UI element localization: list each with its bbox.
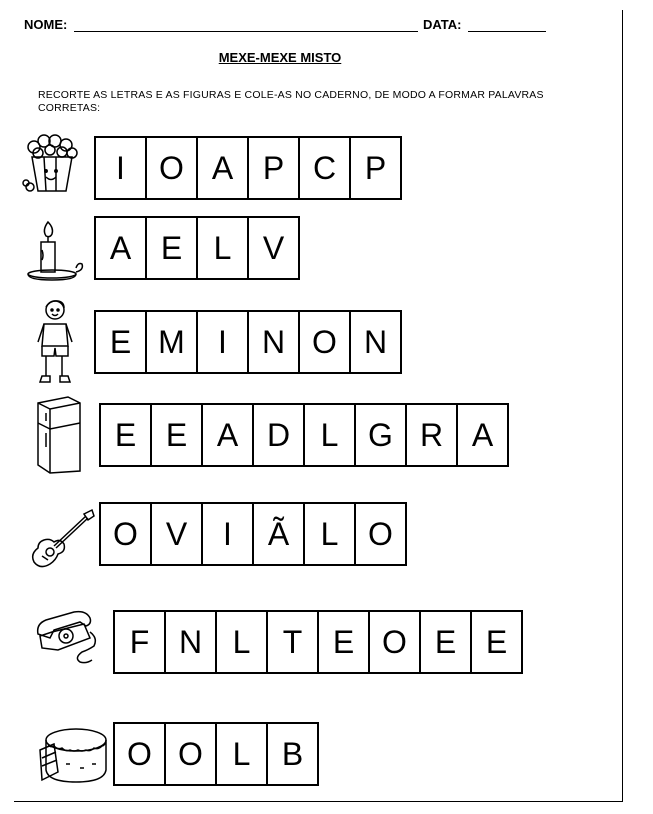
letter-row-4 (99, 403, 509, 467)
letter-box[interactable]: L (215, 722, 268, 786)
letter-box[interactable]: O (368, 610, 421, 674)
date-field[interactable] (468, 31, 546, 32)
name-field[interactable] (74, 31, 418, 32)
letter-box[interactable]: E (99, 403, 152, 467)
letter-box[interactable]: O (354, 502, 407, 566)
letter-box[interactable]: O (113, 722, 166, 786)
letter-box[interactable]: G (354, 403, 407, 467)
boy-icon (34, 298, 78, 386)
letter-box[interactable]: A (196, 136, 249, 200)
letter-box[interactable]: L (303, 403, 356, 467)
date-label: DATA: (423, 17, 462, 32)
letter-box[interactable]: B (266, 722, 319, 786)
letter-row-2 (94, 216, 300, 280)
letter-box[interactable]: E (150, 403, 203, 467)
letter-box[interactable]: O (145, 136, 198, 200)
letter-box[interactable]: N (349, 310, 402, 374)
letter-box[interactable]: I (201, 502, 254, 566)
letter-box[interactable]: L (303, 502, 356, 566)
letter-box[interactable]: E (94, 310, 147, 374)
letter-box[interactable]: V (150, 502, 203, 566)
letter-row-1 (94, 136, 402, 200)
letter-box[interactable]: A (201, 403, 254, 467)
letter-box[interactable]: N (164, 610, 217, 674)
letter-row-3 (94, 310, 402, 374)
letter-box[interactable]: D (252, 403, 305, 467)
letter-row-5 (99, 502, 407, 566)
letter-box[interactable]: I (94, 136, 147, 200)
letter-box[interactable]: M (145, 310, 198, 374)
letter-box[interactable]: O (164, 722, 217, 786)
letter-box[interactable]: V (247, 216, 300, 280)
letter-row-6 (113, 610, 523, 674)
letter-box[interactable]: E (419, 610, 472, 674)
guitar-icon (28, 508, 96, 570)
letter-box[interactable]: P (247, 136, 300, 200)
letter-box[interactable]: O (298, 310, 351, 374)
letter-box[interactable]: Ã (252, 502, 305, 566)
letter-box[interactable]: R (405, 403, 458, 467)
letter-box[interactable]: N (247, 310, 300, 374)
letter-box[interactable]: L (215, 610, 268, 674)
name-label: NOME: (24, 17, 68, 32)
refrigerator-icon (34, 393, 84, 475)
letter-box[interactable]: I (196, 310, 249, 374)
letter-box[interactable]: E (317, 610, 370, 674)
letter-box[interactable]: E (145, 216, 198, 280)
page-title: MEXE-MEXE MISTO (218, 50, 342, 65)
letter-box[interactable]: L (196, 216, 249, 280)
letter-box[interactable]: A (456, 403, 509, 467)
popcorn-icon (22, 133, 80, 195)
candle-icon (22, 220, 86, 282)
letter-row-7 (113, 722, 319, 786)
letter-box[interactable]: O (99, 502, 152, 566)
instructions: RECORTE AS LETRAS E AS FIGURAS E COLE-AS NO CADERNO, DE MODO A FORMAR PALAVRAS CORRETAS: (38, 89, 544, 114)
letter-box[interactable]: A (94, 216, 147, 280)
telephone-icon (34, 608, 100, 666)
letter-box[interactable]: C (298, 136, 351, 200)
letter-box[interactable]: T (266, 610, 319, 674)
letter-box[interactable]: P (349, 136, 402, 200)
cake-icon (36, 724, 110, 788)
letter-box[interactable]: E (470, 610, 523, 674)
letter-box[interactable]: F (113, 610, 166, 674)
